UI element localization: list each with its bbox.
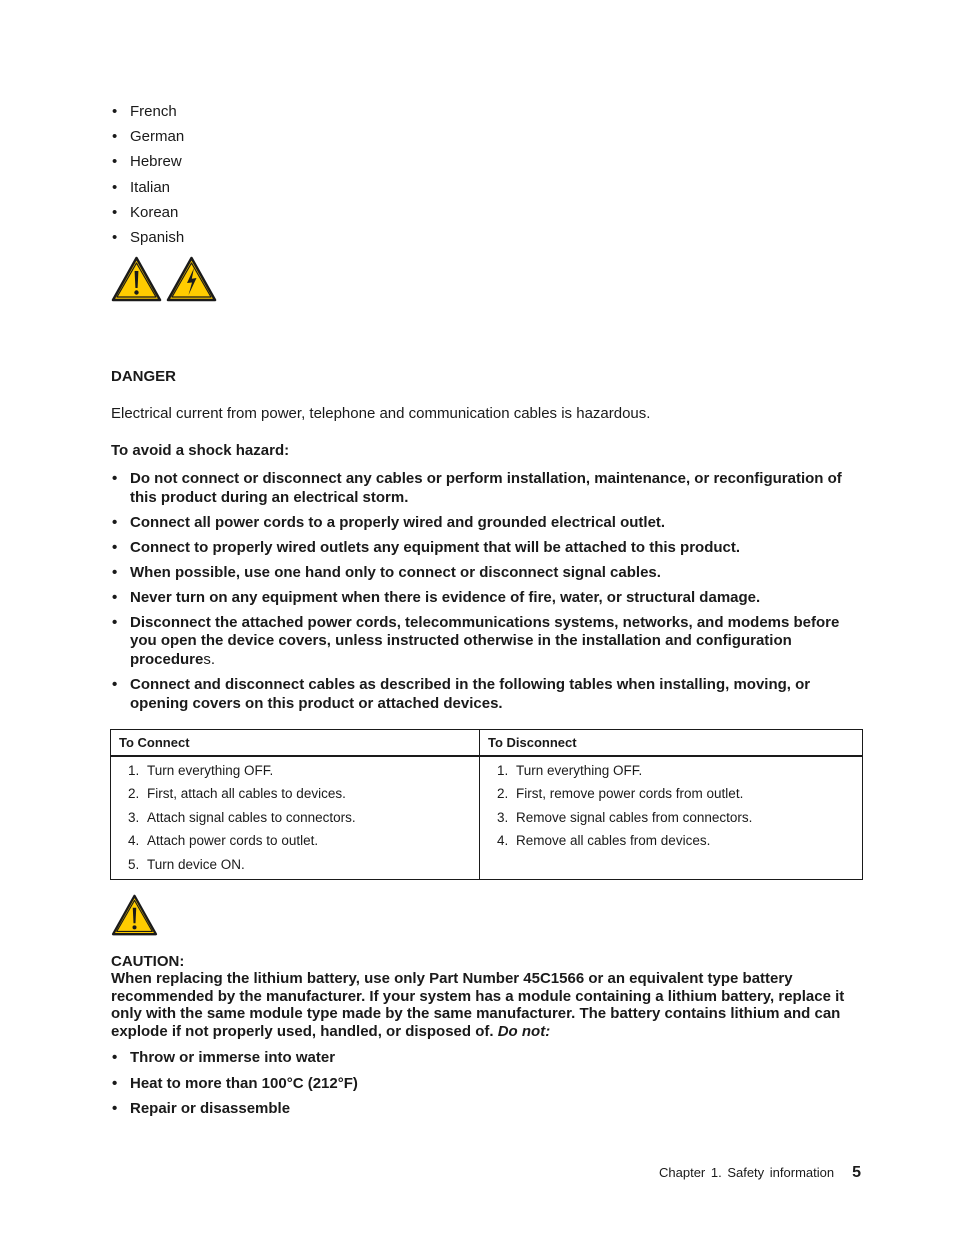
connect-disconnect-table	[110, 729, 863, 880]
column-header-connect: To Connect	[111, 730, 480, 756]
list-item: • Korean	[111, 203, 184, 228]
shock-hazard-heading: To avoid a shock hazard:	[111, 442, 290, 459]
column-header-disconnect: To Disconnect	[480, 730, 863, 756]
caution-heading: CAUTION:	[111, 953, 185, 970]
list-item: • French	[111, 102, 184, 127]
list-item: • Spanish	[111, 228, 184, 253]
list-item: 2. First, remove power cords from outlet.	[497, 786, 744, 801]
caution-icon-wrap	[111, 894, 158, 941]
chapter-title: Chapter 1. Safety information	[659, 1165, 835, 1180]
list-item: 5. Turn device ON.	[128, 856, 245, 872]
danger-heading: DANGER	[111, 368, 177, 385]
connect-steps-cell	[111, 756, 480, 880]
list-item: 4. Attach power cords to outlet.	[128, 833, 319, 848]
danger-description: Electrical current from power, telephone and communication cables is hazardous.	[111, 405, 651, 422]
danger-icons	[111, 256, 217, 302]
list-item: • German	[111, 127, 184, 152]
page-footer	[659, 1164, 861, 1182]
disconnect-steps	[480, 762, 862, 856]
caution-list	[111, 1049, 358, 1126]
list-item: 3. Remove signal cables from connectors.	[497, 809, 753, 825]
disconnect-steps-cell	[480, 756, 863, 880]
list-item: • Italian	[111, 178, 184, 203]
list-item: • Connect and disconnect cables as described in the following tables when installing, moving, or opening covers on this product or attached devices.	[111, 676, 866, 713]
warning-triangle-icon	[111, 256, 162, 302]
language-list	[111, 102, 184, 253]
list-item: • Repair or disassemble	[111, 1100, 358, 1126]
connect-steps	[111, 762, 479, 880]
list-item: • Connect to properly wired outlets any equipment that will be attached to this product.	[111, 539, 866, 558]
list-item: • Do not connect or disconnect any cables or perform installation, maintenance, or reconfiguration of this product during an electrical storm.	[111, 470, 866, 507]
list-item: 3. Attach signal cables to connectors.	[128, 809, 356, 825]
list-item: 2. First, attach all cables to devices.	[128, 786, 346, 801]
list-item: • Never turn on any equipment when there is evidence of fire, water, or structural damage.	[111, 589, 866, 608]
list-item: • Heat to more than 100°C (212°F)	[111, 1075, 358, 1101]
list-item: • Disconnect the attached power cords, telecommunications systems, networks, and modems before you open the device covers, unless instructed otherwise in the installation and configuration procedures.	[111, 614, 866, 670]
shock-hazard-list	[111, 470, 866, 720]
list-item: • Connect all power cords to a properly wired and grounded electrical outlet.	[111, 514, 866, 533]
page-number: 5	[852, 1164, 861, 1181]
warning-triangle-icon	[111, 894, 158, 936]
list-item: • Hebrew	[111, 152, 184, 177]
do-not-label: Do not:	[497, 1022, 551, 1040]
caution-text: When replacing the lithium battery, use only Part Number 45C1566 or an equivalent type battery recommended by the manufacturer. If your system has a module containing a lithium battery, replace it only with the same module type made by the same manufacturer. The battery contains lithium and can explode if not properly used, handled, or disposed of. Do not:	[111, 970, 845, 1040]
list-item: 1. Turn everything OFF.	[128, 762, 274, 778]
list-item: • Throw or immerse into water	[111, 1049, 358, 1075]
list-item: 4. Remove all cables from devices.	[497, 833, 711, 848]
electrical-hazard-icon	[166, 256, 217, 302]
caution-notice	[111, 953, 863, 1040]
list-item: 1. Turn everything OFF.	[497, 762, 643, 778]
list-item: • When possible, use one hand only to connect or disconnect signal cables.	[111, 564, 866, 583]
